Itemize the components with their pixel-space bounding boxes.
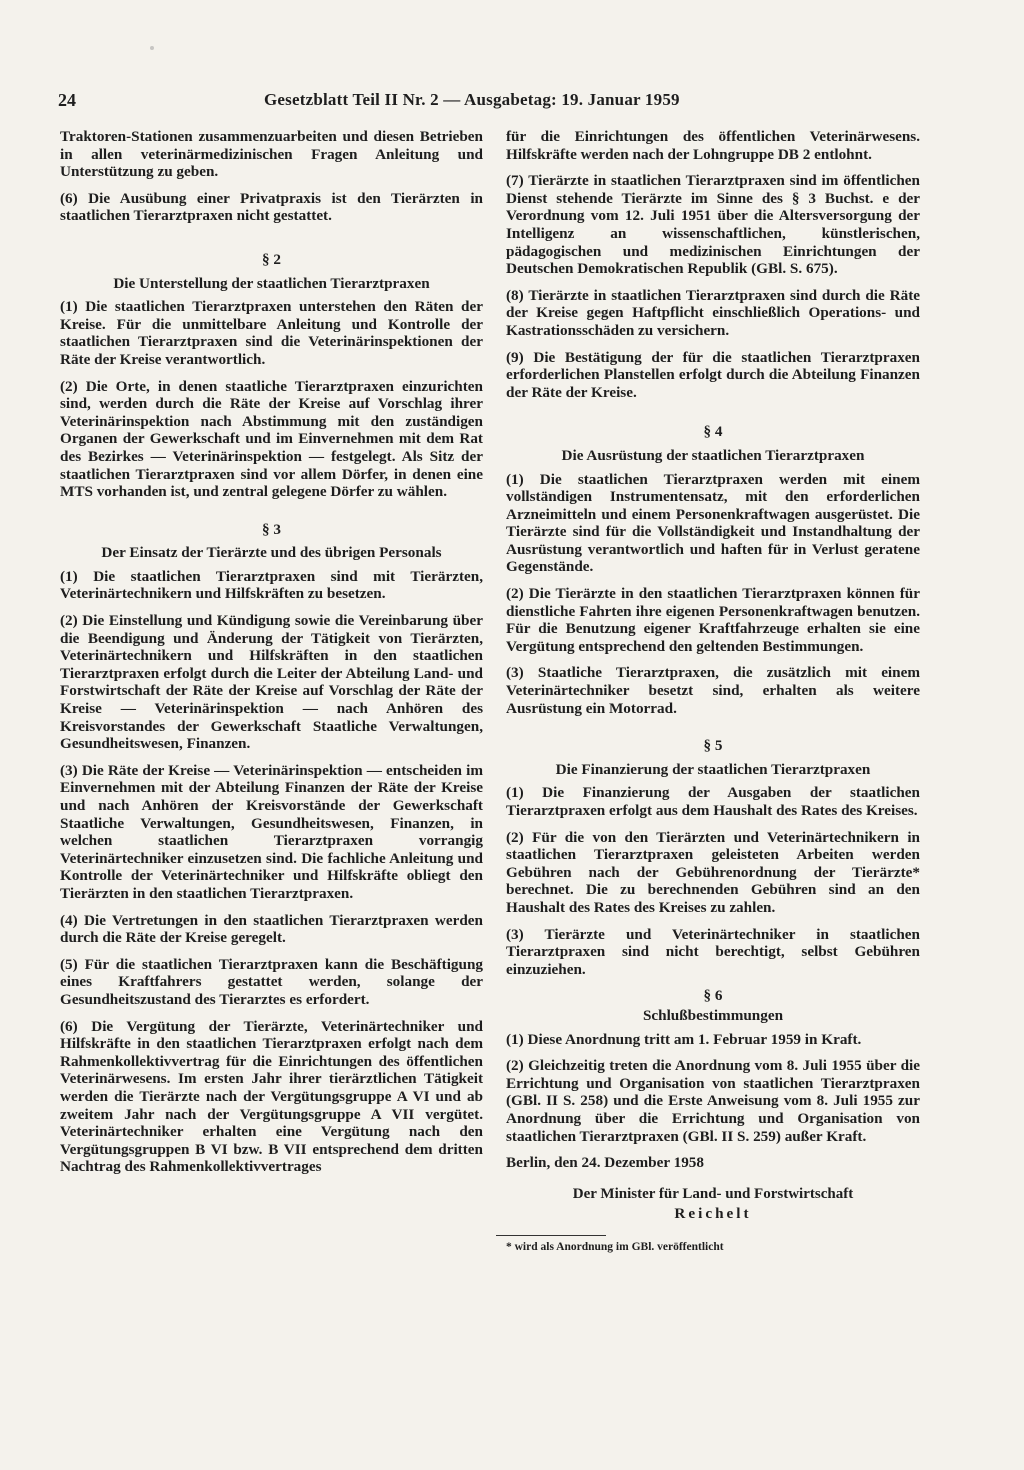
- page-number: 24: [58, 90, 76, 110]
- section-3-paragraph-8: (8) Tierärzte in staatlichen Tierarztpraxen sind durch die Räte der Kreise gegen Haftpflicht einschließlich Operations- und Kastrationsschäden zu versichern.: [506, 286, 920, 339]
- section-3-paragraph-9: (9) Die Bestätigung der für die staatlichen Tierarztpraxen erforderlichen Planstellen erfolgt durch die Abteilung Finanzen der Räte der Kreise.: [506, 348, 920, 401]
- section-4-paragraph-3: (3) Staatliche Tierarztpraxen, die zusätzlich mit einem Veterinärtechniker besetzt sind, erhalten als weitere Ausrüstung ein Motorrad.: [506, 664, 920, 717]
- right-column: [506, 128, 920, 1263]
- section-2-title: Die Unterstellung der staatlichen Tierarztpraxen: [113, 274, 430, 292]
- section-6-paragraph-2: (2) Gleichzeitig treten die Anordnung vom 8. Juli 1955 über die Errichtung und Organisation von staatlichen Tierarztpraxen (GBl. II S. 258) und die Erste Anweisung vom 8. Juli 1955 zur Anordnung über die Errichtung und Organisation von staatlichen Tierarztpraxen (GBl. II S. 259) außer Kraft.: [506, 1057, 920, 1145]
- paragraph-continued: Traktoren-Stationen zusammenzuarbeiten und diesen Betrieben in allen veterinärmedizinischen Fragen Anleitung und Unterstützung zu geben.: [60, 128, 483, 181]
- section-6-number: § 6: [703, 987, 723, 1005]
- section-4-number: § 4: [703, 423, 723, 441]
- scan-speck: [150, 46, 154, 50]
- section-6-paragraph-1: (1) Diese Anordnung tritt am 1. Februar 1959 in Kraft.: [506, 1030, 862, 1048]
- section-5-paragraph-1: (1) Die Finanzierung der Ausgaben der staatlichen Tierarztpraxen erfolgt aus dem Haushalt des Rates des Kreises.: [506, 784, 920, 819]
- section-2-paragraph-2: (2) Die Orte, in denen staatliche Tierarztpraxen einzurichten sind, werden durch die Räte der Kreise auf Vorschlag ihrer Veterinärinspektion nach Abstimmung mit den zuständigen Organen der Gewerkschaft und im Einvernehmen mit dem Rat des Bezirkes — Veterinärinspektion — festgelegt. Als Sitz der staatlichen Tierarztpraxen sind vor allem Dörfer, in denen eine MTS vorhanden ist, und zentral gelegene Dörfer zu wählen.: [60, 377, 483, 501]
- signatory-name: Reichelt: [674, 1205, 752, 1223]
- section-6-title: Schlußbestimmungen: [642, 1006, 784, 1024]
- page-header: [58, 90, 968, 116]
- section-4-paragraph-1: (1) Die staatlichen Tierarztpraxen werden mit einem vollständigen Instrumentensatz, mit den erforderlichen Arzneimitteln und einem Personenkraftwagen ausgerüstet. Die Tierärzte sind für die Vollständigkeit und Instandhaltung der Ausrüstung verantwortlich und haften für in Verlust geratene Gegenstände.: [506, 470, 920, 576]
- section-2-number: § 2: [262, 250, 281, 268]
- section-3-paragraph-3: (3) Die Räte der Kreise — Veterinärinspektion — entscheiden im Einvernehmen mit der Abteilung Finanzen der Räte der Kreise und nach Anhören der Kreisvorstände der Gewerkschaft Staatliche Verwaltungen, Gesundheitswesen, Finanzen, in welchen staatlichen Tierarztpraxen vorrangig Veterinärtechniker einzusetzen sind. Die fachliche Anleitung und Kontrolle der Veterinärtechniker und Hilfskräfte obliegt den Tierärzten in den staatlichen Tierarztpraxen.: [60, 761, 483, 902]
- section-3-title: Der Einsatz der Tierärzte und des übrigen Personals: [101, 544, 442, 562]
- section-5-number: § 5: [703, 737, 723, 755]
- section-3-paragraph-5: (5) Für die staatlichen Tierarztpraxen kann die Beschäftigung eines Kraftfahrers gestattet werden, solange der Gesundheitszustand des Tierarztes es erfordert.: [60, 955, 483, 1008]
- footnote-divider: [496, 1235, 606, 1236]
- section-3-number: § 3: [262, 520, 281, 538]
- section-3-paragraph-2: (2) Die Einstellung und Kündigung sowie die Vereinbarung über die Beendigung und Änderung der Tätigkeit von Tierärzten, Veterinärtechnikern und Hilfskräften in den staatlichen Tierarztpraxen erfolgt durch die Leiter der Abteilung Land- und Forstwirtschaft der Räte der Kreise auf Vorschlag der Räte der Kreise — Veterinärinspektion — nach Anhören des Kreisvorstandes der Gewerkschaft Staatliche Verwaltungen, Gesundheitswesen, Finanzen.: [60, 612, 483, 753]
- paragraph-1-6: (6) Die Ausübung einer Privatpraxis ist den Tierärzten in staatlichen Tierarztpraxen nicht gestattet.: [60, 189, 483, 225]
- section-5-title: Die Finanzierung der staatlichen Tierarztpraxen: [555, 760, 871, 778]
- paragraph-3-6-continued: für die Einrichtungen des öffentlichen Veterinärwesens. Hilfskräfte werden nach der Lohngruppe DB 2 entlohnt.: [506, 128, 920, 163]
- section-3-paragraph-1: (1) Die staatlichen Tierarztpraxen sind mit Tierärzten, Veterinärtechnikern und Hilfskräften zu besetzen.: [60, 567, 483, 603]
- place-and-date: Berlin, den 24. Dezember 1958: [506, 1154, 704, 1172]
- section-3-paragraph-7: (7) Tierärzte in staatlichen Tierarztpraxen sind im öffentlichen Dienst stehende Tierärzte im Sinne des § 3 Buchst. e der Verordnung vom 12. Juli 1951 über die Altersversorgung der Intelligenz an wissenschaftlichen, künstlerischen, pädagogischen und medizinischen Einrichtungen der Deutschen Demokratischen Republik (GBl. S. 675).: [506, 172, 920, 278]
- footnote: * wird als Anordnung im GBl. veröffentlicht: [506, 1240, 724, 1253]
- section-4-title: Die Ausrüstung der staatlichen Tierarztpraxen: [561, 446, 865, 464]
- section-5-paragraph-2: (2) Für die von den Tierärzten und Veterinärtechnikern in staatlichen Tierarztpraxen geleisteten Arbeiten werden Gebühren nach der Gebührenordnung der Tierärzte* berechnet. Die zu berechnenden Gebühren sind an den Haushalt des Rates des Kreises zu zahlen.: [506, 828, 920, 916]
- issuing-authority: Der Minister für Land- und Forstwirtschaft: [572, 1185, 854, 1202]
- section-3-paragraph-6: (6) Die Vergütung der Tierärzte, Veterinärtechniker und Hilfskräfte in den staatlichen Tierarztpraxen erfolgt nach dem Rahmenkollektivvertrag für die Einrichtungen des öffentlichen Veterinärwesens. Im ersten Jahr ihrer tierärztlichen Tätigkeit werden die Tierärzte nach der Vergütungsgruppe A VI und ab zweitem Jahr nach der Vergütungsgruppe A VII vergütet. Veterinärtechniker erhalten eine Vergütung nach den Vergütungsgruppen B VI bzw. B VII entsprechend dem dritten Nachtrag des Rahmenkollektivvertrages: [60, 1017, 483, 1176]
- section-5-paragraph-3: (3) Tierärzte und Veterinärtechniker in staatlichen Tierarztpraxen sind nicht berechtigt, selbst Gebühren einzuziehen.: [506, 925, 920, 978]
- gazette-title: Gesetzblatt Teil II Nr. 2 — Ausgabetag: 19. Januar 1959: [264, 90, 680, 109]
- left-column: [60, 128, 483, 1185]
- section-2-paragraph-1: (1) Die staatlichen Tierarztpraxen unterstehen den Räten der Kreise. Für die unmittelbare Anleitung und Kontrolle der staatlichen Tierarztpraxen sind die Veterinärinspektionen der Räte der Kreise verantwortlich.: [60, 298, 483, 368]
- section-4-paragraph-2: (2) Die Tierärzte in den staatlichen Tierarztpraxen können für dienstliche Fahrten ihre eigenen Personenkraftwagen benutzen. Für die Benutzung eigener Kraftfahrzeuge erhalten sie eine Vergütung entsprechend den geltenden Bestimmungen.: [506, 585, 920, 655]
- section-3-paragraph-4: (4) Die Vertretungen in den staatlichen Tierarztpraxen werden durch die Räte der Kreise geregelt.: [60, 911, 483, 947]
